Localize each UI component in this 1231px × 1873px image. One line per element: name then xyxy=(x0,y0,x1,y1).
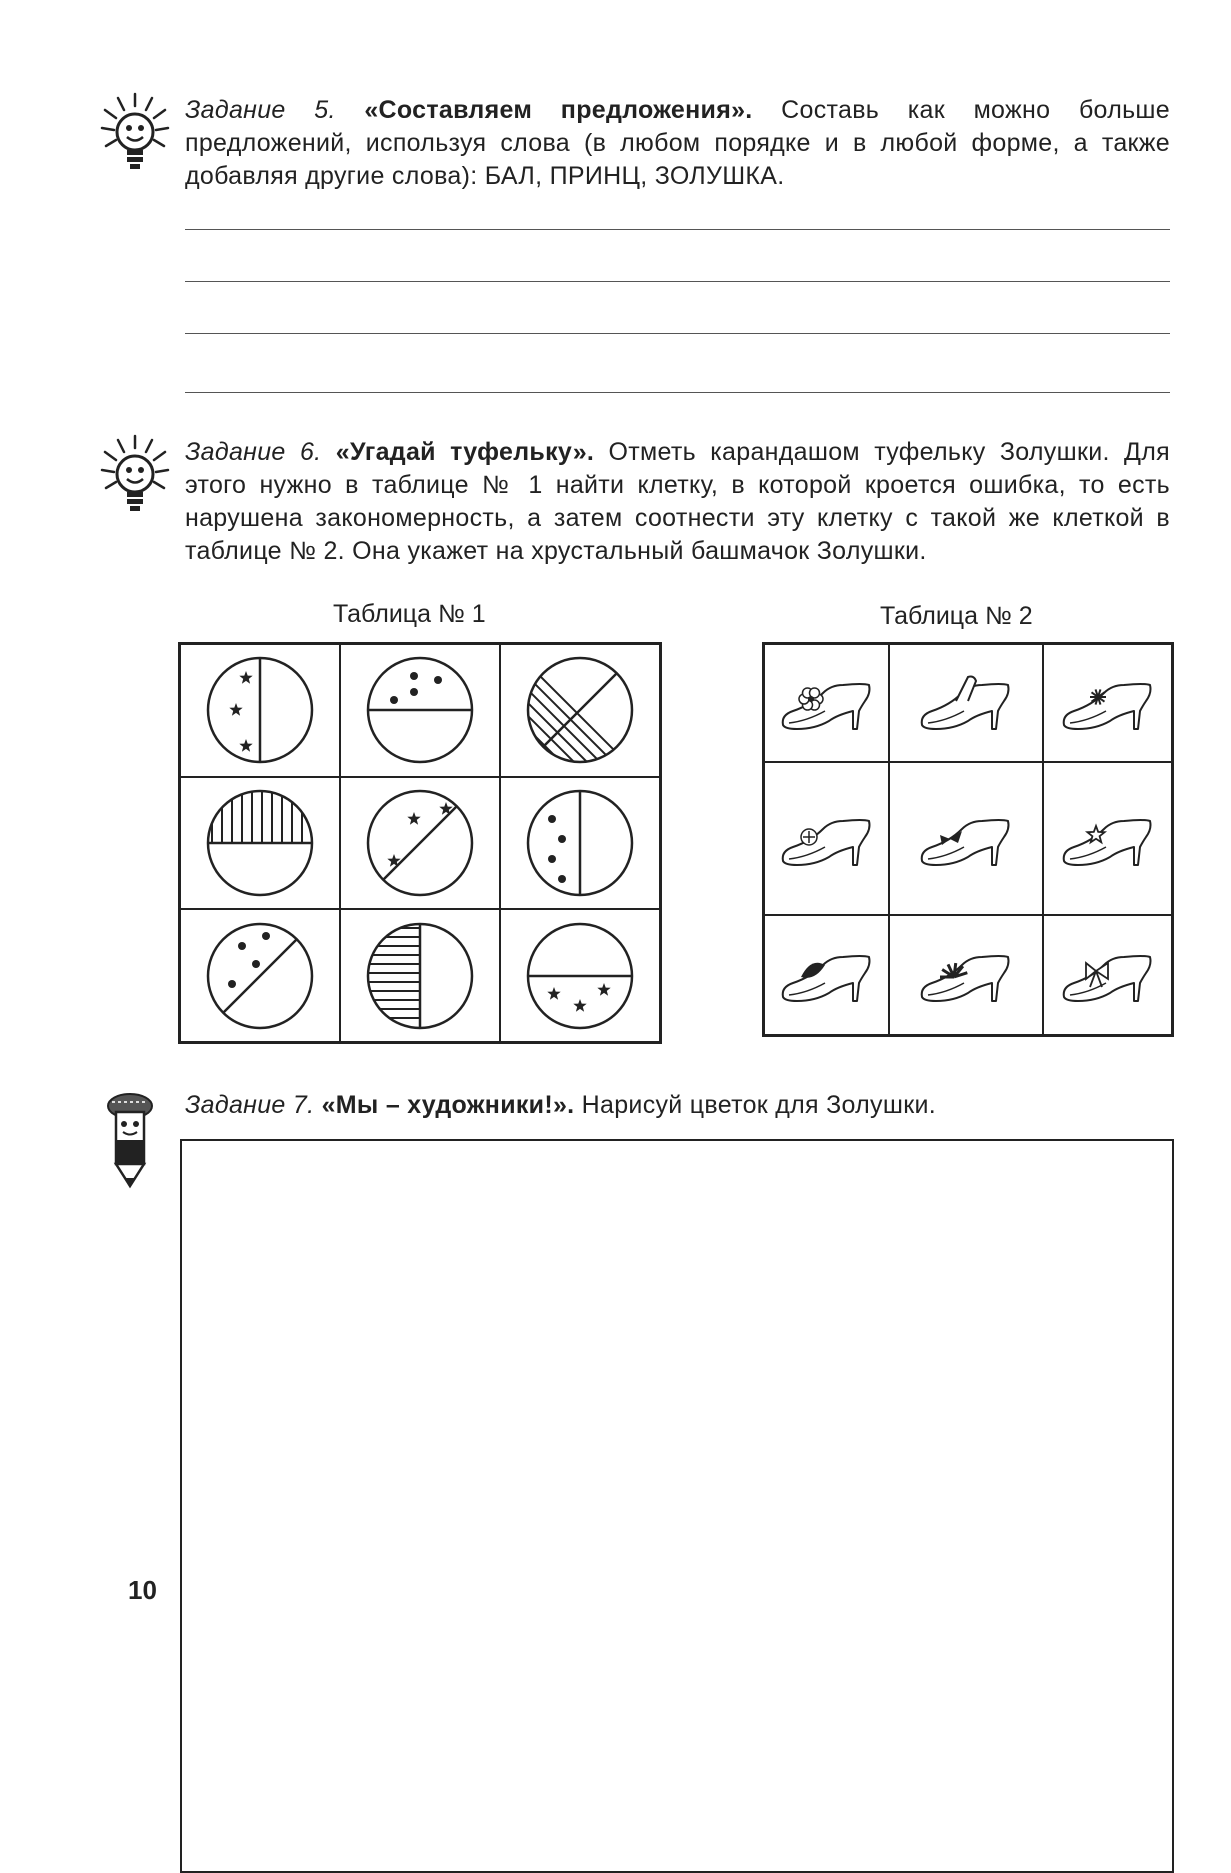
table1-cell[interactable] xyxy=(340,777,500,910)
pattern-circle-icon xyxy=(520,916,640,1036)
answer-line[interactable] xyxy=(185,333,1170,334)
fan-shoe-icon xyxy=(916,943,1016,1007)
task5-body: Составь как можно больше предложений, используя слова (в любом порядке и в любой форме, а также добавляя другие слова): БАЛ, ПРИНЦ, ЗОЛУШКА. xyxy=(185,96,1170,190)
table1-cell[interactable] xyxy=(500,777,660,910)
rosette-shoe-icon xyxy=(777,807,877,871)
task6-label: Задание 6. xyxy=(185,438,322,466)
page-number: 10 xyxy=(128,1575,157,1605)
task5-title: «Составляем предложения». xyxy=(364,96,753,124)
pattern-circle-icon xyxy=(520,650,640,770)
table1-cell[interactable] xyxy=(500,909,660,1042)
table2-cell[interactable] xyxy=(764,762,889,915)
table2-cell[interactable] xyxy=(889,762,1043,915)
task7-body: Нарисуй цветок для Золушки. xyxy=(574,1091,936,1119)
task6-title: «Угадай туфельку». xyxy=(335,438,595,466)
lightbulb-icon xyxy=(100,434,170,534)
table2-caption: Таблица № 2 xyxy=(880,602,1033,630)
answer-line[interactable] xyxy=(185,229,1170,230)
bow-shoe-icon xyxy=(916,807,1016,871)
table2-cell[interactable] xyxy=(764,644,889,762)
star-shoe-icon xyxy=(1058,807,1158,871)
pattern-circle-icon xyxy=(360,783,480,903)
pattern-circle-icon xyxy=(360,650,480,770)
task7-title: «Мы – художники!». xyxy=(321,1091,575,1119)
task5-label: Задание 5. xyxy=(185,96,336,124)
task7-label: Задание 7. xyxy=(185,1091,315,1119)
table2-cell[interactable] xyxy=(764,915,889,1035)
pattern-circle-icon xyxy=(360,916,480,1036)
tongue-shoe-icon xyxy=(916,671,1016,735)
pattern-circle-icon xyxy=(520,783,640,903)
task6-text xyxy=(185,436,1170,568)
pattern-circle-icon xyxy=(200,916,320,1036)
table2-cell[interactable] xyxy=(889,644,1043,762)
table2-cell[interactable] xyxy=(1043,644,1172,762)
table1-caption: Таблица № 1 xyxy=(333,600,486,628)
task7-text xyxy=(185,1089,1170,1122)
drawing-area[interactable] xyxy=(180,1139,1174,1873)
answer-line[interactable] xyxy=(185,392,1170,393)
table2-cell[interactable] xyxy=(1043,915,1172,1035)
task6-body: Отметь карандашом туфельку Золушки. Для этого нужно в таблице № 1 найти клетку, в которой кроется ошибка, то есть нарушена закономерность, а затем соотнести эту клетку с такой же клеткой в таблице № 2. Она укажет на хрустальный башмачок Золушки. xyxy=(185,438,1170,565)
pattern-circle-icon xyxy=(200,783,320,903)
table1-cell[interactable] xyxy=(180,644,340,777)
task5-text xyxy=(185,94,1170,193)
pattern-circle-icon xyxy=(200,650,320,770)
flower-shoe-icon xyxy=(777,671,877,735)
leaf-shoe-icon xyxy=(777,943,877,1007)
table1-cell[interactable] xyxy=(500,644,660,777)
table1-cell[interactable] xyxy=(340,909,500,1042)
table1-grid xyxy=(178,642,662,1044)
table2-cell[interactable] xyxy=(889,915,1043,1035)
table1-cell[interactable] xyxy=(340,644,500,777)
ribbon-bow-shoe-icon xyxy=(1058,943,1158,1007)
answer-line[interactable] xyxy=(185,281,1170,282)
table1-cell[interactable] xyxy=(180,777,340,910)
table2-grid xyxy=(762,642,1174,1037)
lightbulb-icon xyxy=(100,92,170,192)
table2-cell[interactable] xyxy=(1043,762,1172,915)
table1-cell[interactable] xyxy=(180,909,340,1042)
pompom-shoe-icon xyxy=(1058,671,1158,735)
pencil-character-icon xyxy=(100,1090,160,1190)
